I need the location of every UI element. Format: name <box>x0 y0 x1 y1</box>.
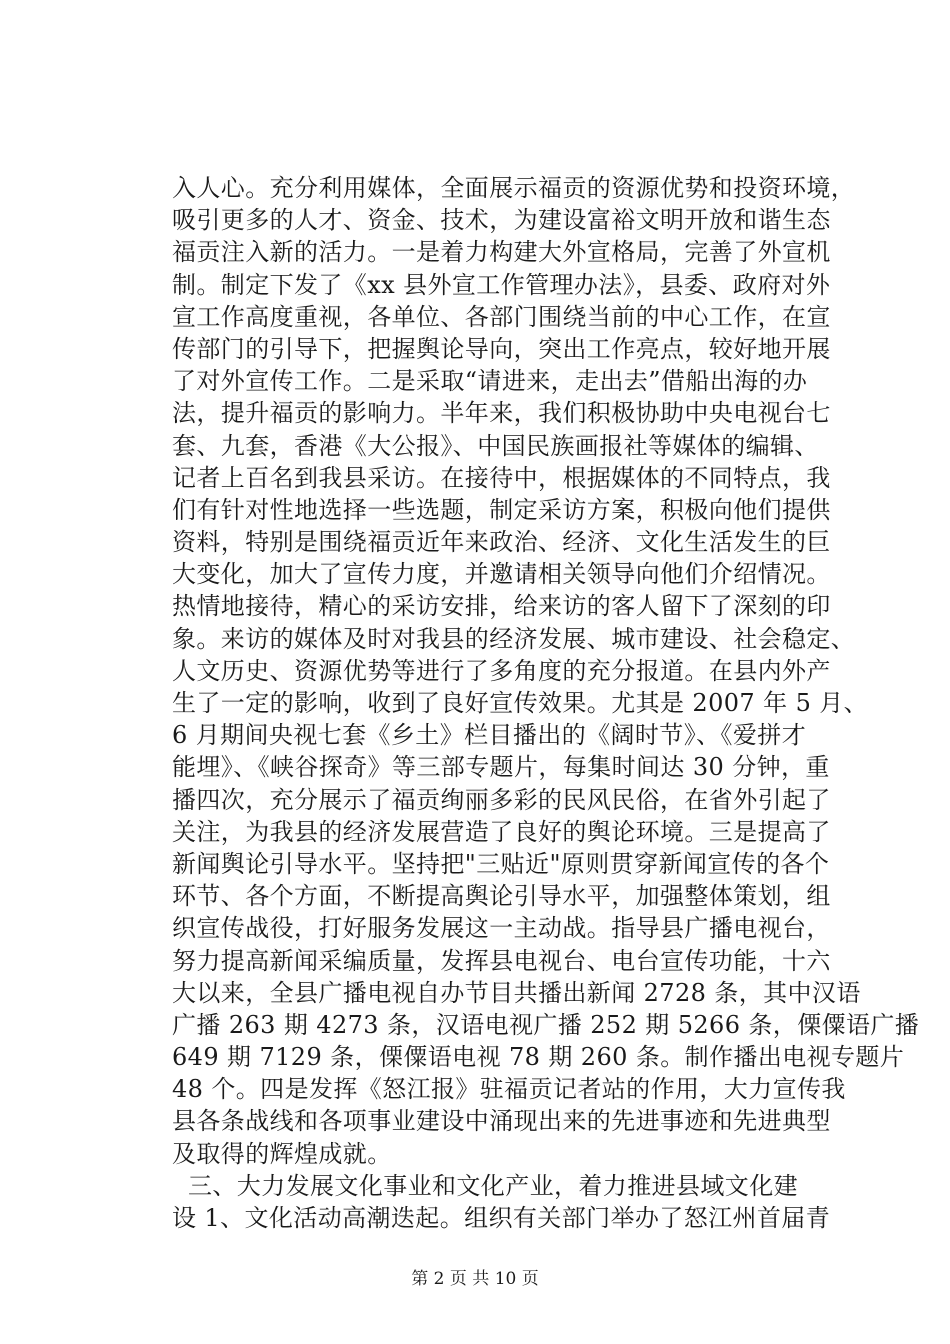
text-line: 吸引更多的人才、资金、技术，为建设富裕文明开放和谐生态 <box>172 206 831 235</box>
text-line: 环节、各个方面，不断提高舆论引导水平，加强整体策划，组 <box>172 882 831 911</box>
text-line: 48 个。四是发挥《怒江报》驻福贡记者站的作用，大力宣传我 <box>172 1075 846 1104</box>
text-line: 法，提升福贡的影响力。半年来，我们积极协助中央电视台七 <box>172 399 831 428</box>
text-line: 套、九套，香港《大公报》、中国民族画报社等媒体的编辑、 <box>172 431 819 460</box>
text-line: 关注，为我县的经济发展营造了良好的舆论环境。三是提高了 <box>172 817 831 846</box>
text-line: 热情地接待，精心的采访安排，给来访的客人留下了深刻的印 <box>172 592 831 621</box>
text-line: 6 月期间央视七套《乡土》栏目播出的《阔时节》、《爱拼才 <box>172 721 807 750</box>
text-line: 入人心。充分利用媒体，全面展示福贡的资源优势和投资环境， <box>172 174 856 202</box>
text-line: 制。制定下发了《xx 县外宣工作管理办法》，县委、政府对外 <box>172 270 831 299</box>
text-line: 生了一定的影响，收到了良好宣传效果。尤其是 2007 年 5 月、 <box>172 689 869 717</box>
text-line: 记者上百名到我县采访。在接待中，根据媒体的不同特点，我 <box>172 463 831 492</box>
text-line: 传部门的引导下，把握舆论导向，突出工作亮点，较好地开展 <box>172 334 831 363</box>
text-line: 大变化，加大了宣传力度，并邀请相关领导向他们介绍情况。 <box>172 560 831 589</box>
text-line: 649 期 7129 条，傈僳语电视 78 期 260 条。制作播出电视专题片 <box>172 1043 905 1072</box>
text-line: 新闻舆论引导水平。坚持把"三贴近"原则贯穿新闻宣传的各个 <box>172 849 830 878</box>
page-footer: 第 2 页 共 10 页 <box>411 1269 539 1289</box>
text-line: 播四次，充分展示了福贡绚丽多彩的民风民俗，在省外引起了 <box>172 785 831 814</box>
text-line: 能埋》、《峡谷探奇》等三部专题片，每集时间达 30 分钟，重 <box>172 753 830 782</box>
text-line: 了对外宣传工作。二是采取“请进来，走出去”借船出海的办 <box>172 367 808 396</box>
text-line: 资料，特别是围绕福贡近年来政治、经济、文化生活发生的巨 <box>172 528 831 557</box>
text-line: 们有针对性地选择一些选题，制定采访方案，积极向他们提供 <box>172 495 831 524</box>
text-line: 人文历史、资源优势等进行了多角度的充分报道。在县内外产 <box>172 656 831 685</box>
text-line: 广播 263 期 4273 条，汉语电视广播 252 期 5266 条，傈僳语广播 <box>172 1010 920 1039</box>
text-line: 象。来访的媒体及时对我县的经济发展、城市建设、社会稳定、 <box>172 624 856 653</box>
text-line: 福贡注入新的活力。一是着力构建大外宣格局，完善了外宣机 <box>172 238 831 267</box>
text-line: 县各条战线和各项事业建设中涌现出来的先进事迹和先进典型 <box>172 1107 831 1136</box>
body-text <box>172 172 920 1234</box>
text-line: 织宣传战役，打好服务发展这一主动战。指导县广播电视台， <box>172 914 831 943</box>
text-line: 努力提高新闻采编质量，发挥县电视台、电台宣传功能，十六 <box>172 946 831 975</box>
text-line: 及取得的辉煌成就。 <box>172 1139 392 1168</box>
section-heading-line: 三、大力发展文化事业和文化产业，着力推进县域文化建 <box>188 1171 798 1200</box>
text-line: 设 1、文化活动高潮迭起。组织有关部门举办了怒江州首届青 <box>172 1204 831 1232</box>
text-line: 大以来，全县广播电视自办节目共播出新闻 2728 条，其中汉语 <box>172 978 861 1007</box>
text-line: 宣工作高度重视，各单位、各部门围绕当前的中心工作，在宣 <box>172 302 831 331</box>
